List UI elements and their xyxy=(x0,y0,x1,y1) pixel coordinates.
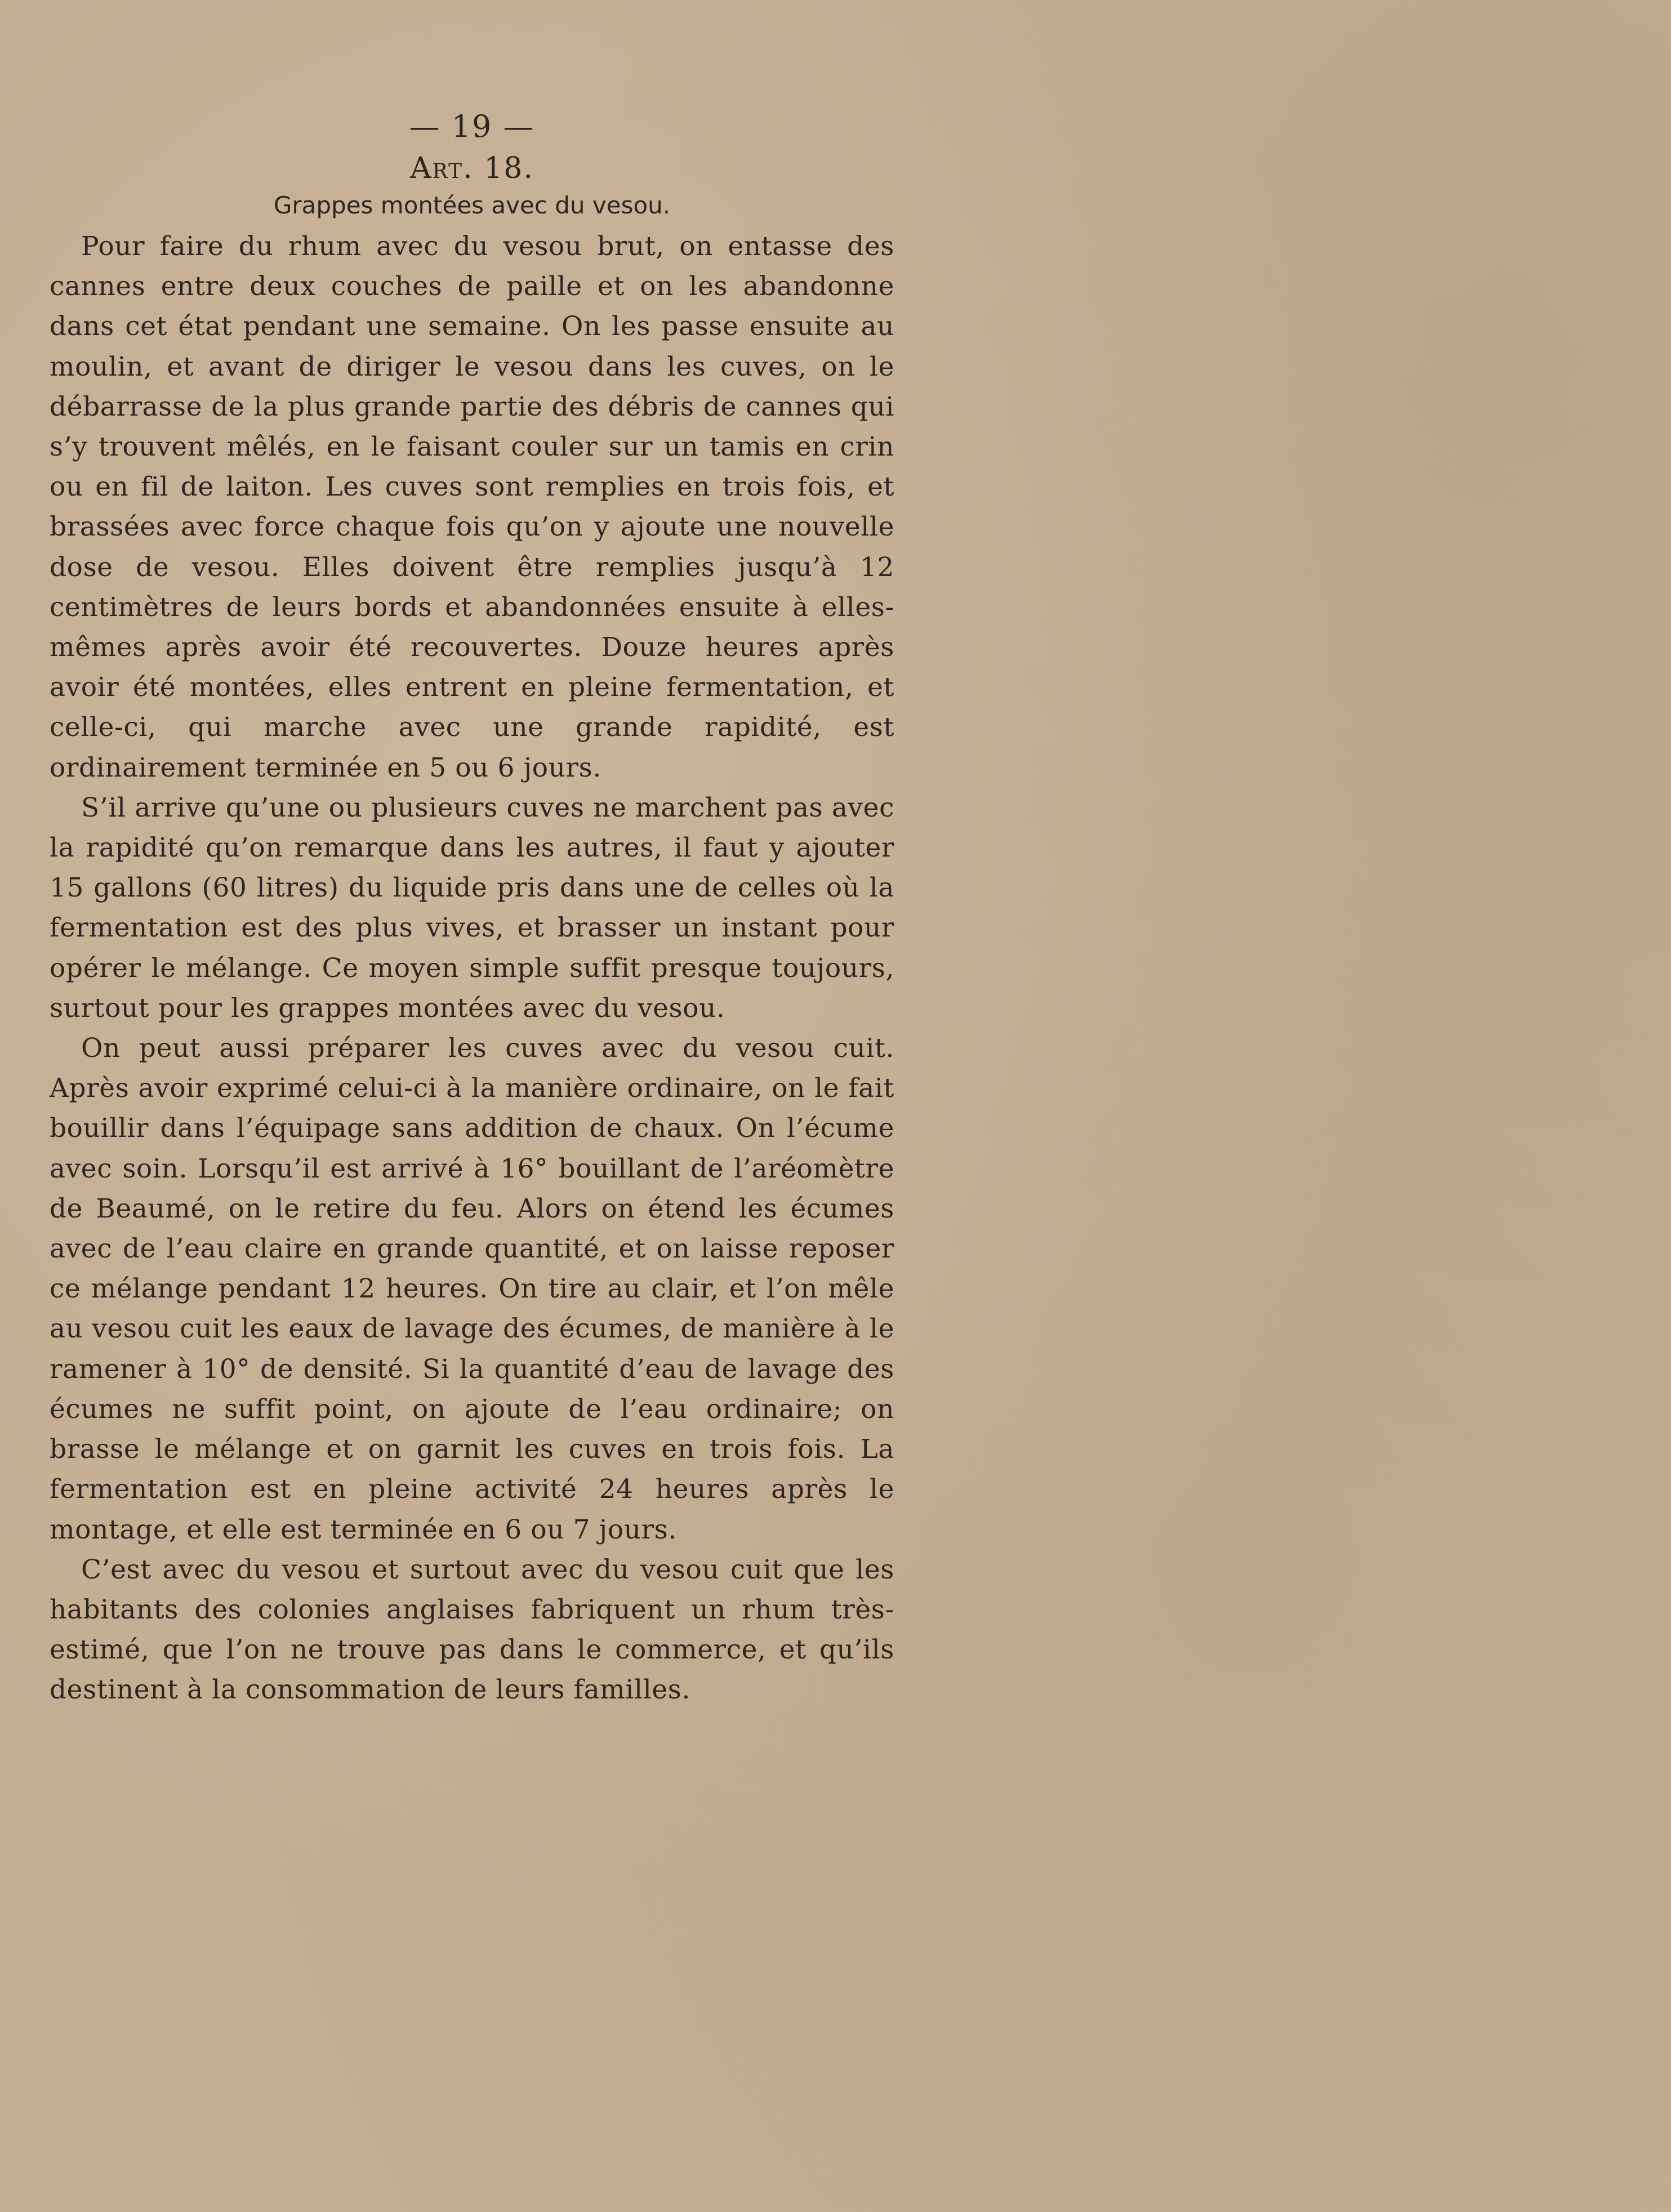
paragraph-4: C’est avec du vesou et surtout avec du vesou cuit que les habitants des colonies anglaises fabriquent un rhum très-estimé, que l’on ne trouve pas dans le commerce, et qu’ils destinent à la consommation de leurs familles. xyxy=(50,1554,894,1706)
paragraph-1: Pour faire du rhum avec du vesou brut, on entasse des cannes entre deux couches de paille et on les abandonne dans cet état pendant une semaine. On les passe ensuite au moulin, et avant de diriger le vesou dans les cuves, on le débarrasse de la plus grande partie des débris de cannes qui s’y trouvent mêlés, en le faisant couler sur un tamis en crin ou en fil de laiton. Les cuves sont remplies en trois fois, et brassées avec force chaque fois qu’on y ajoute une nouvelle dose de vesou. Elles doivent être remplies jusqu’à 12 centimètres de leurs bords et abandonnées ensuite à elles-mêmes après avoir été recouvertes. Douze heures après avoir été montées, elles entrent en pleine fermentation, et celle-ci, qui marche avec une grande rapidité, est ordinairement terminée en 5 ou 6 jours. xyxy=(50,231,894,783)
paragraph-3: On peut aussi préparer les cuves avec du vesou cuit. Après avoir exprimé celui-ci à la manière ordinaire, on le fait bouillir dans l’équipage sans addition de chaux. On l’écume avec soin. Lorsqu’il est arrivé à 16° bouillant de l’aréomètre de Beaumé, on le retire du feu. Alors on étend les écumes avec de l’eau claire en grande quantité, et on laisse reposer ce mélange pendant 12 heures. On tire au clair, et l’on mêle au vesou cuit les eaux de lavage des écumes, de manière à le ramener à 10° de densité. Si la quantité d’eau de lavage des écumes ne suffit point, on ajoute de l’eau ordinaire; on brasse le mélange et on garnit les cuves en trois fois. La fermentation est en pleine activité 24 heures après le montage, et elle est terminée en 6 ou 7 jours. xyxy=(50,1033,894,1545)
page-number: — 19 — xyxy=(409,109,535,144)
article-title: Art. 18. xyxy=(410,151,534,185)
body-text xyxy=(50,226,894,1710)
paragraph-2: S’il arrive qu’une ou plusieurs cuves ne marchent pas avec la rapidité qu’on remarque dans les autres, il faut y ajouter 15 gallons (60 litres) du liquide pris dans une de celles où la fermentation est des plus vives, et brasser un instant pour opérer le mélange. Ce moyen simple suffit presque toujours, surtout pour les grappes montées avec du vesou. xyxy=(50,792,894,1024)
page-content xyxy=(50,107,894,1710)
article-subtitle: Grappes montées avec du vesou. xyxy=(273,191,671,219)
